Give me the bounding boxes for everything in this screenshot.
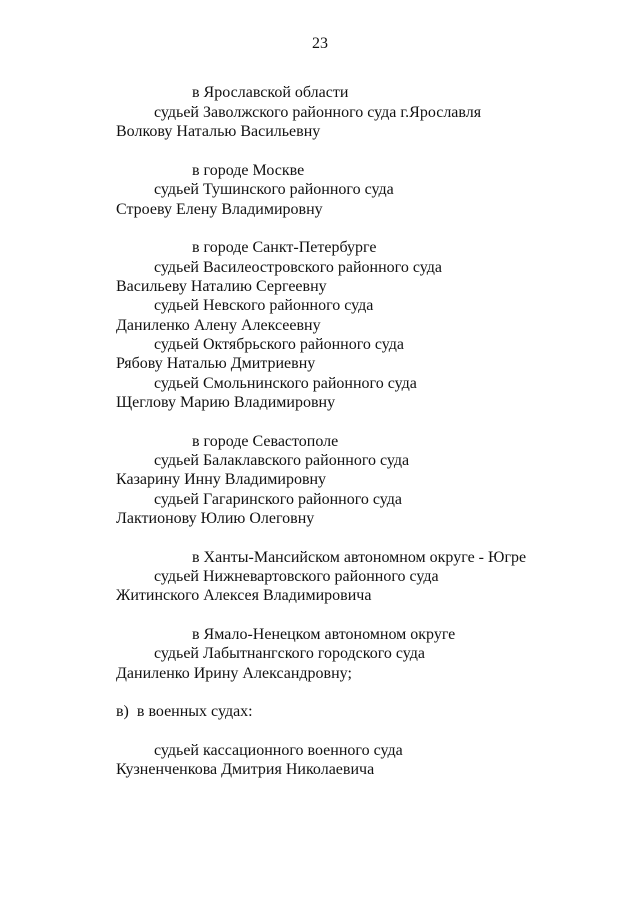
section-heading: в) в военных судах: [116,703,253,720]
region-heading: в городе Санкт-Петербурге [192,239,377,256]
court-line: судьей Василеостровского районного суда [154,259,442,276]
judge-name: Даниленко Алену Алексеевну [116,317,321,334]
court-line: судьей Заволжского районного суда г.Ярославля [154,104,482,121]
page-number: 23 [312,35,328,52]
judge-name: Васильеву Наталию Сергеевну [116,278,327,295]
court-line: судьей Лабытнангского городского суда [154,645,426,662]
region-heading: в Ямало-Ненецком автономном округе [192,626,456,643]
judge-name: Волкову Наталью Васильевну [116,123,321,140]
court-line: судьей Невского районного суда [154,297,374,314]
judge-name: Даниленко Ирину Александровну; [116,665,352,682]
court-line: судьей Гагаринского районного суда [154,491,403,508]
judge-name: Рябову Наталью Дмитриевну [116,355,316,372]
judge-name: Житинского Алексея Владимировича [116,587,372,604]
court-line: судьей Смольнинского районного суда [154,375,417,392]
court-line: судьей Балаклавского районного суда [154,452,410,469]
judge-name: Щеглову Марию Владимировну [116,394,336,411]
judge-name: Лактионову Юлию Олеговну [116,510,315,527]
judge-name: Кузненченкова Дмитрия Николаевича [116,761,375,778]
region-heading: в Ханты-Мансийском автономном округе - Югре [192,549,527,566]
region-heading: в Ярославской области [192,84,349,101]
judge-name: Казарину Инну Владимировну [116,471,327,488]
court-line: судьей Нижневартовского районного суда [154,568,439,585]
judge-name: Строеву Елену Владимировну [116,201,323,218]
court-line: судьей кассационного военного суда [154,742,403,759]
court-line: судьей Октябрьского районного суда [154,336,404,353]
region-heading: в городе Москве [192,162,305,179]
court-line: судьей Тушинского районного суда [154,181,394,198]
region-heading: в городе Севастополе [192,433,339,450]
